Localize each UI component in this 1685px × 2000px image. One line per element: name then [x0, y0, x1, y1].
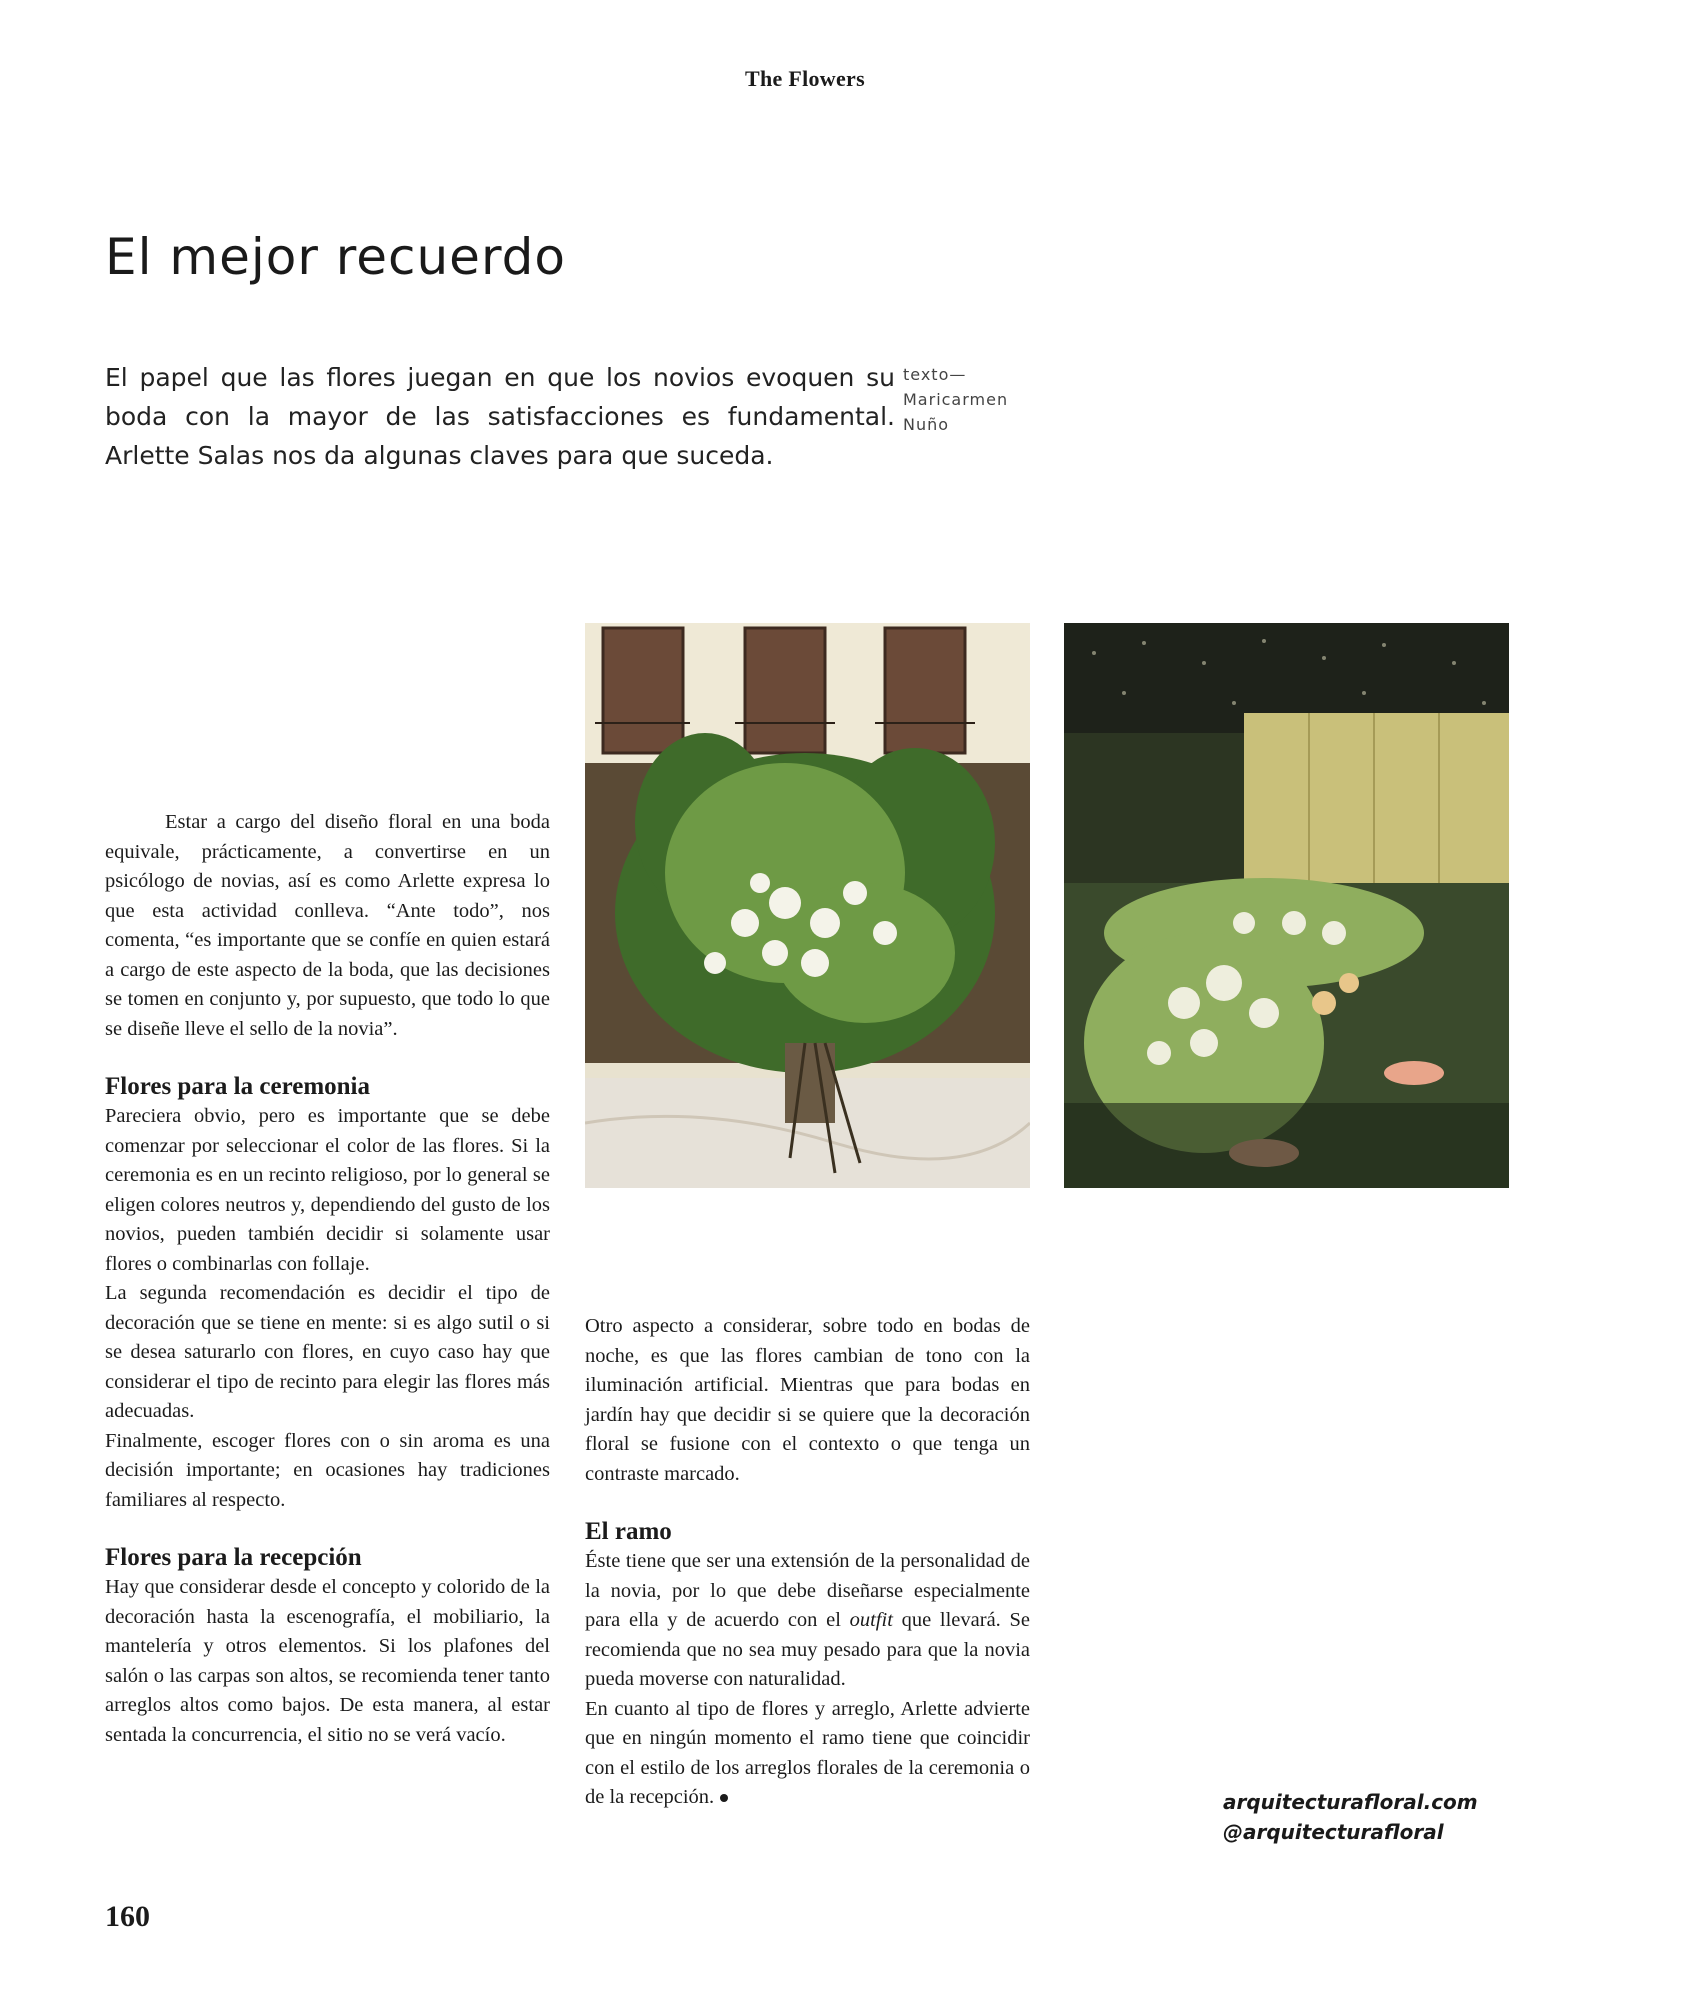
byline-first-name: Maricarmen: [903, 390, 1009, 409]
article-lead: El papel que las flores juegan en que los novios evoquen su boda con la mayor de las satisfacciones es fundamental. Arlette Salas nos da algunas claves para que suceda.: [105, 363, 895, 470]
intro-paragraph: Estar a cargo del diseño floral en una boda equivale, prácticamente, a convertirse en un psicólogo de novias, así es como Arlette expresa lo que esta actividad conlleva. “Ante todo”, nos comenta, “es importante que se confíe en quien estará a cargo de este aspecto de la boda, que las decisiones se tomen en conjunto y, por supuesto, que todo lo que se diseñe lleve el sello de la novia”.: [105, 811, 550, 1040]
bouquet-text: En cuanto al tipo de flores y arreglo, Arlette advierte que en ningún momento el ramo tiene que coincidir con el estilo de los arreglos florales de la ceremonia o de la recepción.: [585, 1697, 1030, 1808]
byline-label: texto—: [903, 365, 967, 384]
bouquet-text: Éste tiene que ser una extensión de la personalidad de la novia, por lo que debe diseñarse especialmente para ella y de acuerdo con el: [585, 1550, 1030, 1631]
byline-last-name: Nuño: [903, 415, 950, 434]
text-column-1: [105, 808, 550, 1750]
reception-photo: [1064, 623, 1509, 1188]
ceremony-paragraph: Finalmente, escoger flores con o sin aroma es una decisión importante; en ocasiones hay tradiciones familiares al respecto.: [105, 1429, 550, 1511]
outfit-term: outfit: [849, 1609, 893, 1631]
end-mark: [720, 1794, 728, 1802]
bouquet-text: que llevará. Se recomienda que no sea muy pesado para que la novia pueda moverse con naturalidad.: [585, 1609, 1030, 1690]
credits: [1223, 1787, 1478, 1847]
byline: [903, 362, 1053, 437]
lighting-paragraph: Otro aspecto a considerar, sobre todo en bodas de noche, es que las flores cambian de tono con la iluminación artificial. Mientras que para bodas en jardín hay que decidir si se quiere que la decoración floral se fusione con el contexto o que tenga un contraste marcado.: [585, 1315, 1030, 1485]
ceremony-heading: Flores para la ceremonia: [105, 1073, 370, 1100]
ceremony-paragraph: La segunda recomendación es decidir el tipo de decoración que se tiene en mente: si es algo sutil o si se desea saturarlo con flores, en cuyo caso hay que considerar el tipo de recinto para elegir las flores más adecuadas.: [105, 1282, 550, 1422]
bouquet-paragraph: [585, 1547, 1030, 1695]
social-handle[interactable]: @arquitecturafloral: [1223, 1820, 1444, 1844]
text-column-2: [585, 1312, 1030, 1813]
website-link[interactable]: arquitecturafloral.com: [1223, 1790, 1478, 1814]
section-label: The Flowers: [744, 66, 865, 91]
centerpiece-photo: [585, 623, 1030, 1188]
bouquet-heading: El ramo: [585, 1518, 672, 1545]
bouquet-paragraph: [585, 1695, 1030, 1813]
article-title: El mejor recuerdo: [105, 228, 566, 286]
ceremony-paragraph: Pareciera obvio, pero es importante que se debe comenzar por seleccionar el color de las flores. Si la ceremonia es en un recinto religioso, por lo general se eligen colores neutros y, dependiendo del gusto de los novios, pueden también decidir si solamente usar flores o combinarlas con follaje.: [105, 1105, 550, 1275]
reception-heading: Flores para la recepción: [105, 1544, 362, 1571]
reception-paragraph: Hay que considerar desde el concepto y colorido de la decoración hasta la escenografía, el mobiliario, la mantelería y otros elementos. Si los plafones del salón o las carpas son altos, se recomienda tener tanto arreglos altos como bajos. De esta manera, al estar sentada la concurrencia, el sitio no se verá vacío.: [105, 1576, 550, 1746]
page-number: 160: [105, 1900, 150, 1933]
